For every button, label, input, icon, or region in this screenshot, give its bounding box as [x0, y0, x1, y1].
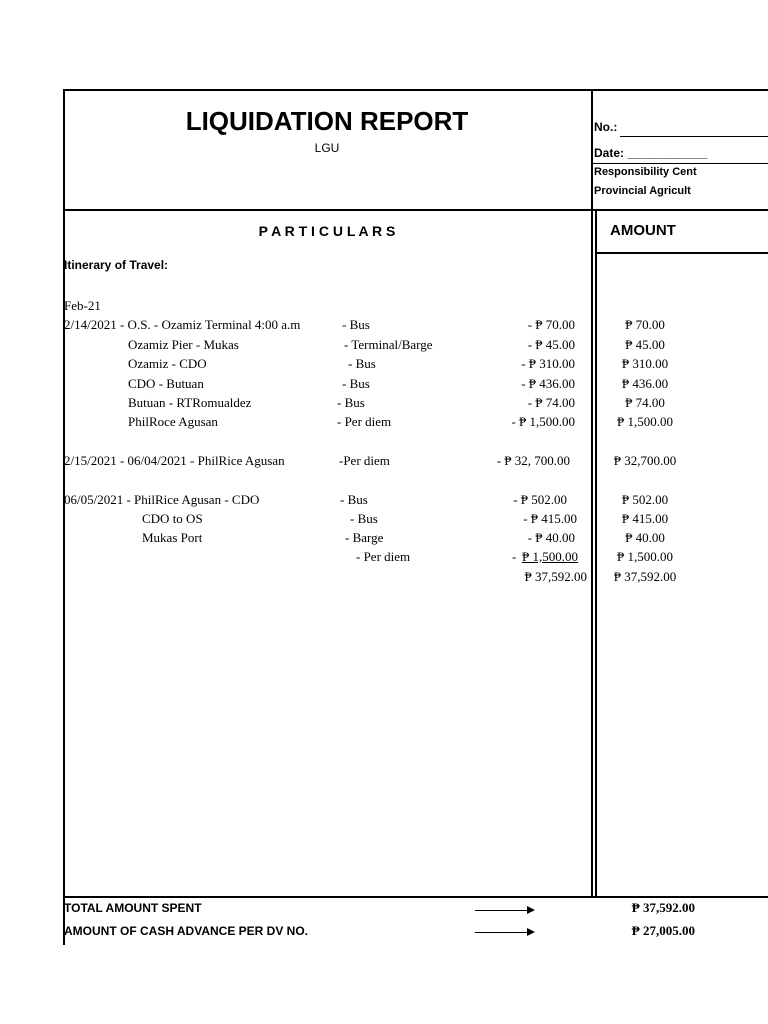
- itinerary-amount: ₱ 40.00: [625, 530, 665, 545]
- itinerary-mode: - Per diem: [356, 549, 411, 564]
- itinerary-amount: ₱ 415.00: [621, 511, 669, 526]
- subtotal-subamount: ₱ 37,592.00: [524, 569, 587, 584]
- frame-top: [63, 89, 768, 91]
- cash-advance-value: ₱ 27,005.00: [631, 923, 695, 938]
- itinerary-amount: ₱ 74.00: [625, 395, 665, 410]
- itinerary-route: 06/05/2021 - PhilRice Agusan - CDO: [64, 492, 260, 507]
- provincial-office: Provincial Agricult: [594, 185, 691, 197]
- itinerary-amount: ₱ 32,700.00: [613, 453, 677, 468]
- itinerary-amount: ₱ 70.00: [625, 317, 665, 332]
- itinerary-route: 2/15/2021 - 06/04/2021 - PhilRice Agusan: [64, 453, 285, 468]
- itinerary-route: CDO - Butuan: [128, 376, 204, 391]
- itinerary-route: Ozamiz Pier - Mukas: [128, 337, 239, 352]
- month-label: Feb-21: [64, 298, 101, 313]
- itinerary-label: Itinerary of Travel:: [64, 258, 169, 272]
- itinerary-subamount: ₱ 1,500.00: [522, 549, 578, 564]
- itinerary-amount: ₱ 1,500.00: [617, 549, 673, 564]
- no-label: No.:: [594, 120, 618, 134]
- itinerary-subamount: - ₱ 74.00: [527, 395, 575, 410]
- itinerary-route: PhilRoce Agusan: [128, 414, 218, 429]
- itinerary-mode: - Barge: [345, 530, 384, 545]
- itinerary-subamount-prefix: -: [512, 549, 517, 564]
- itinerary-mode: - Bus: [337, 395, 365, 410]
- total-amount-spent-label: TOTAL AMOUNT SPENT: [64, 901, 202, 915]
- subtotal-amount: ₱ 37,592.00: [613, 569, 677, 584]
- frame-left: [63, 89, 65, 945]
- report-title: LIQUIDATION REPORT: [185, 106, 469, 136]
- itinerary-mode: -Per diem: [339, 453, 390, 468]
- itinerary-subamount: - ₱ 40.00: [527, 530, 575, 545]
- itinerary-mode: - Bus: [348, 356, 376, 371]
- itinerary-subamount: - ₱ 436.00: [521, 376, 575, 391]
- itinerary-mode: - Bus: [340, 492, 368, 507]
- itinerary-subamount: - ₱ 415.00: [523, 511, 577, 526]
- itinerary-mode: - Bus: [342, 317, 370, 332]
- cash-advance-label: AMOUNT OF CASH ADVANCE PER DV NO.: [64, 924, 309, 938]
- date-label: Date: ____________: [594, 146, 708, 160]
- itinerary-route: Mukas Port: [142, 530, 203, 545]
- arrow-head-icon: [527, 928, 535, 936]
- itinerary-subamount: - ₱ 45.00: [527, 337, 575, 352]
- amount-header: AMOUNT: [610, 222, 676, 239]
- itinerary-subamount: - ₱ 70.00: [527, 317, 575, 332]
- arrow-right-icon: [475, 910, 527, 911]
- itinerary-route: Ozamiz - CDO: [128, 356, 207, 371]
- itinerary-mode: - Bus: [350, 511, 378, 526]
- itinerary-route: 2/14/2021 - O.S. - Ozamiz Terminal 4:00 a.m: [64, 317, 301, 332]
- column-header-bottom: [595, 252, 768, 254]
- itinerary-mode: - Bus: [342, 376, 370, 391]
- itinerary-subamount: - ₱ 310.00: [521, 356, 575, 371]
- itinerary-mode: - Terminal/Barge: [344, 337, 433, 352]
- total-amount-spent-value: ₱ 37,592.00: [631, 900, 695, 915]
- itinerary-mode: - Per diem: [337, 414, 392, 429]
- responsibility-center: Responsibility Cent: [594, 166, 697, 178]
- itinerary-amount: ₱ 310.00: [621, 356, 669, 371]
- itinerary-route: Butuan - RTRomualdez: [128, 395, 252, 410]
- itinerary-amount: ₱ 436.00: [621, 376, 669, 391]
- itinerary-amount: ₱ 1,500.00: [617, 414, 673, 429]
- itinerary-subamount: - ₱ 502.00: [513, 492, 567, 507]
- itinerary-amount: ₱ 45.00: [625, 337, 665, 352]
- no-underline: [620, 136, 768, 137]
- itinerary-subamount: - ₱ 1,500.00: [511, 414, 575, 429]
- itinerary-subamount: - ₱ 32, 700.00: [496, 453, 570, 468]
- report-subtitle: LGU: [314, 141, 340, 155]
- arrow-right-icon: [475, 932, 527, 933]
- date-divider: [591, 163, 768, 164]
- arrow-head-icon: [527, 906, 535, 914]
- particulars-header: P A R T I C U L A R S: [258, 223, 396, 239]
- header-bottom: [63, 209, 768, 211]
- itinerary-route: CDO to OS: [142, 511, 203, 526]
- itinerary-amount: ₱ 502.00: [621, 492, 669, 507]
- body-bottom: [63, 896, 768, 898]
